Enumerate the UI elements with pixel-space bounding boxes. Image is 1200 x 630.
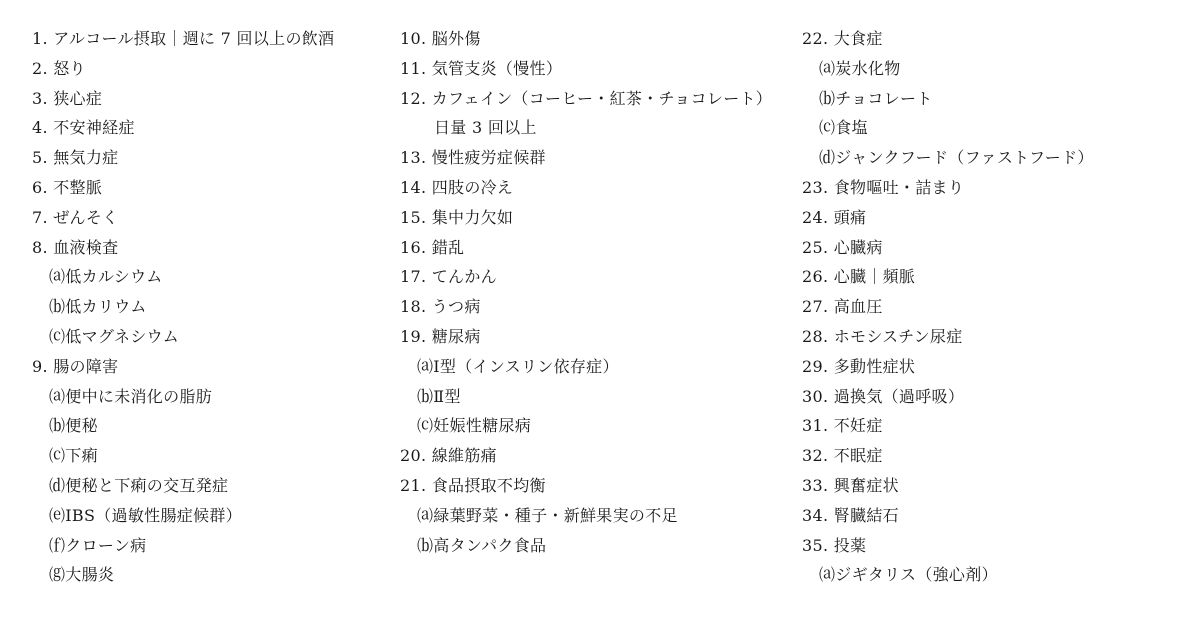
- list-subitem: ⒜低カルシウム: [49, 267, 163, 287]
- list-item: 32. 不眠症: [802, 446, 883, 466]
- list-item: 25. 心臓病: [802, 237, 883, 257]
- list-item: 35. 投薬: [802, 535, 867, 555]
- list-item: 22. 大食症: [802, 29, 883, 48]
- list-item: 17. てんかん: [400, 267, 497, 287]
- list-subitem: ⒞低マグネシウム: [49, 326, 180, 346]
- list-item: 4. 不安神経症: [32, 118, 135, 138]
- list-item: 23. 食物嘔吐・詰まり: [802, 177, 965, 197]
- list-item: 19. 糖尿病: [400, 326, 481, 346]
- list-subitem: ⒜緑葉野菜・種子・新鮮果実の不足: [417, 505, 678, 525]
- list-item: 24. 頭痛: [802, 207, 867, 227]
- list-subitem: ⒟便秘と下痢の交互発症: [49, 475, 229, 495]
- list-item: 15. 集中力欠如: [400, 207, 514, 227]
- list-subitem: ⒜便中に未消化の脂肪: [49, 386, 213, 406]
- list-item: 14. 四肢の冷え: [400, 177, 514, 197]
- list-subitem: ⒝低カリウム: [49, 297, 147, 317]
- list-column-3: [802, 24, 1172, 590]
- list-item: 20. 線維筋痛: [400, 446, 497, 466]
- list-subitem: ⒜Ⅰ型（インスリン依存症）: [417, 356, 619, 376]
- list-item: 26. 心臓｜頻脈: [802, 267, 916, 287]
- list-item: 29. 多動性症状: [802, 356, 916, 376]
- list-subitem: ⒞妊娠性糖尿病: [417, 416, 532, 436]
- list-subitem: ⒜ジギタリス（強心剤）: [819, 565, 998, 585]
- list-item: 28. ホモシスチン尿症: [802, 326, 963, 346]
- list-item: 3. 狭心症: [32, 88, 103, 108]
- list-item: 33. 興奮症状: [802, 475, 899, 495]
- list-subitem: ⒝便秘: [49, 416, 98, 436]
- list-subitem: ⒢大腸炎: [49, 565, 115, 585]
- list-item: 7. ぜんそく: [32, 207, 119, 227]
- list-item: 18. うつ病: [400, 297, 481, 317]
- list-item: 11. 気管支炎（慢性）: [400, 58, 563, 78]
- list-item: 12. カフェイン（コーヒー・紅茶・チョコレート）: [400, 88, 773, 108]
- list-item: 31. 不妊症: [802, 416, 883, 436]
- list-column-2: [400, 24, 790, 560]
- list-item: 10. 脳外傷: [400, 29, 481, 48]
- list-item: 1. アルコール摂取｜週に 7 回以上の飲酒: [32, 29, 335, 48]
- list-item: 9. 腸の障害: [32, 356, 119, 376]
- list-item: 16. 錯乱: [400, 237, 465, 257]
- list-subitem: ⒝チョコレート: [819, 88, 933, 108]
- list-subitem: ⒠IBS（過敏性腸症候群）: [49, 505, 242, 525]
- list-item: 30. 過換気（過呼吸）: [802, 386, 965, 406]
- list-item: 27. 高血圧: [802, 297, 883, 317]
- list-column-1: [32, 24, 377, 590]
- list-subitem: ⒝Ⅱ型: [417, 386, 461, 406]
- list-subitem: ⒡クローン病: [49, 535, 147, 555]
- list-item-continuation: 日量 3 回以上: [434, 118, 537, 138]
- list-subitem: ⒞下痢: [49, 446, 98, 466]
- list-item: 2. 怒り: [32, 58, 86, 78]
- list-item: 6. 不整脈: [32, 177, 103, 197]
- list-item: 8. 血液検査: [32, 237, 119, 257]
- list-subitem: ⒞食塩: [819, 118, 868, 138]
- list-item: 21. 食品摂取不均衡: [400, 475, 546, 495]
- list-subitem: ⒟ジャンクフード（ファストフード）: [819, 148, 1094, 168]
- list-subitem: ⒜炭水化物: [819, 58, 901, 78]
- list-item: 5. 無気力症: [32, 148, 119, 168]
- list-item: 34. 腎臓結石: [802, 505, 899, 525]
- list-subitem: ⒝高タンパク食品: [417, 535, 547, 555]
- list-item: 13. 慢性疲労症候群: [400, 148, 546, 168]
